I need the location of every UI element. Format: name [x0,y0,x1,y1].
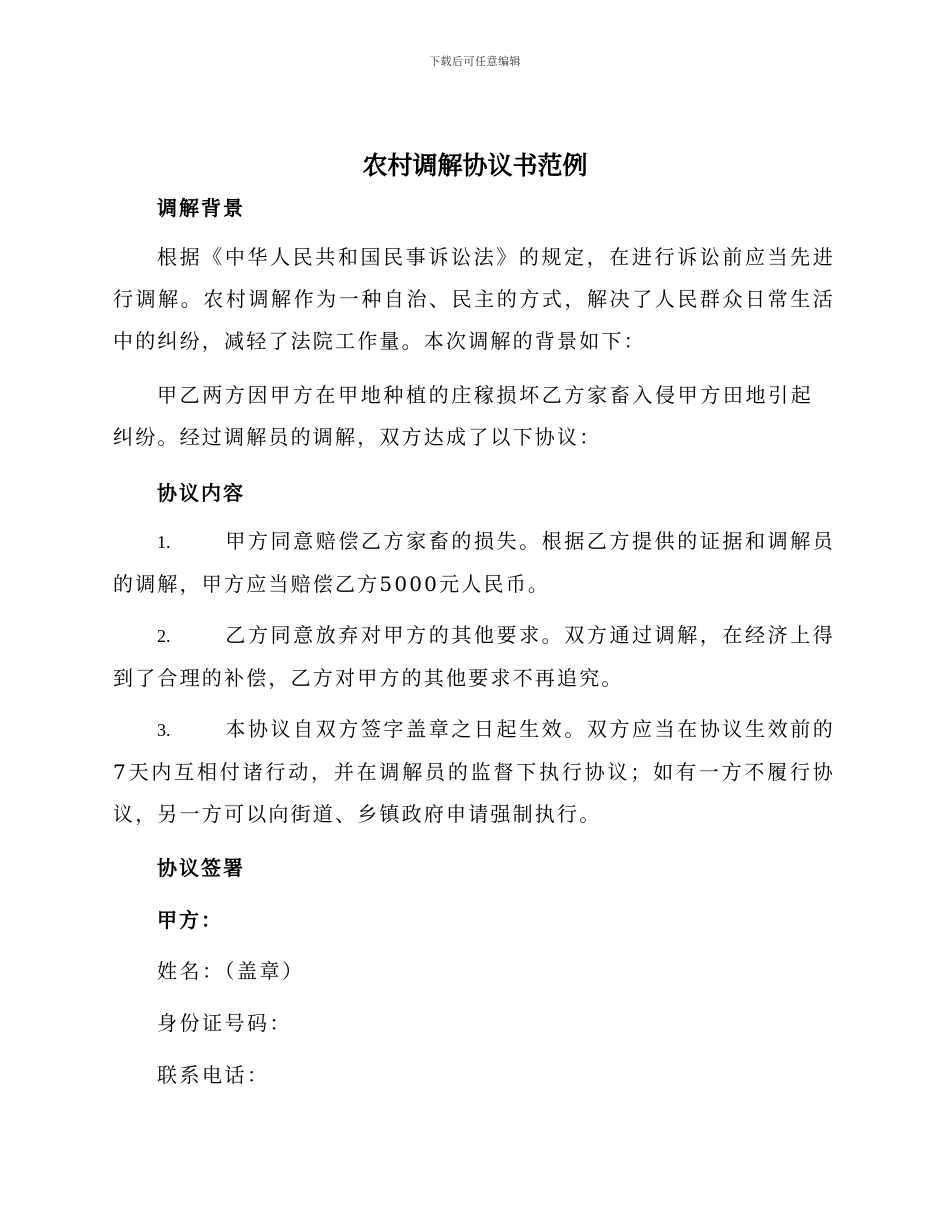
background-paragraph-1 [113,236,835,362]
paragraph: 根据《中华人民共和国民事诉讼法》的规定，在进行诉讼前应当先进行调解。农村调解作为一种自治、民主的方式，解决了人民群众日常生活中的纠纷，减轻了法院工作量。本次调解的背景如下： [113,245,835,353]
document-title: 农村调解协议书范例 [362,151,588,180]
agreement-item-3 [113,708,835,835]
agreement-item-1 [113,520,835,605]
list-number: 1. [157,532,171,552]
section-heading-background: 调解背景 [157,196,245,220]
party-a-label: 甲方： [157,908,223,932]
party-a-phone-line: 联系电话： [157,1063,270,1087]
list-number: 3. [157,720,171,740]
agreement-item-2 [113,614,835,699]
section-heading-agreement: 协议内容 [157,481,245,505]
header-note: 下载后可任意编辑 [429,55,521,68]
list-item-text: 甲方同意赔偿乙方家畜的损失。根据乙方提供的证据和调解员的调解，甲方应当赔偿乙方5000元人民币。 [113,529,835,596]
list-number: 2. [157,626,171,646]
party-a-name-line: 姓名：（盖章） [157,959,305,983]
paragraph: 甲乙两方因甲方在甲地种植的庄稼损坏乙方家畜入侵甲方田地引起纠纷。经过调解员的调解，双方达成了以下协议： [113,383,813,449]
background-paragraph-2 [113,374,813,458]
party-a-id-line: 身份证号码： [157,1011,292,1035]
section-heading-signing: 协议签署 [157,856,245,880]
list-item-text: 乙方同意放弃对甲方的其他要求。双方通过调解，在经济上得到了合理的补偿，乙方对甲方的其他要求不再追究。 [113,623,835,690]
list-item-text: 本协议自双方签字盖章之日起生效。双方应当在协议生效前的7天内互相付诸行动，并在调解员的监督下执行协议；如有一方不履行协议，另一方可以向街道、乡镇政府申请强制执行。 [113,717,835,826]
